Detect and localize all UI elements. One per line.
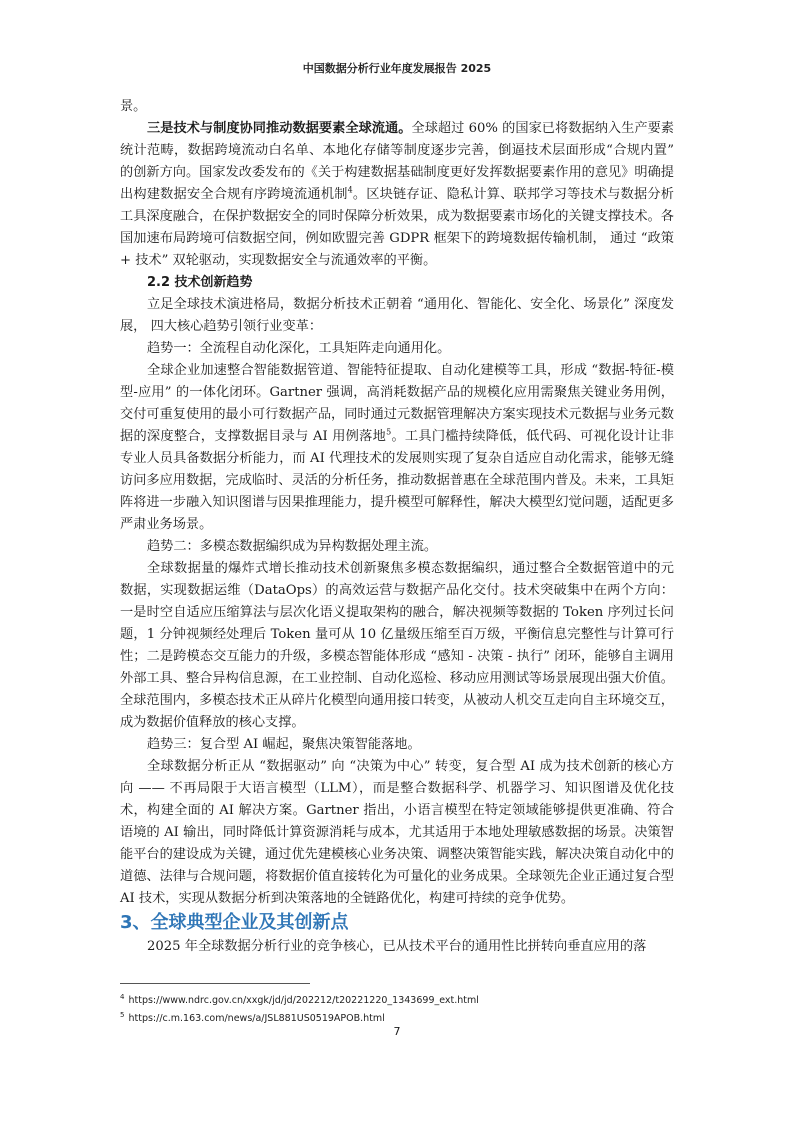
paragraph-trend-one bbox=[120, 360, 674, 536]
trend-two-heading: 趋势二：多模态数据编织成为异构数据处理主流。 bbox=[147, 539, 438, 554]
paragraph-continuation: 景。 bbox=[120, 99, 147, 114]
trend-one-heading: 趋势一：全流程自动化深化，工具矩阵走向通用化。 bbox=[147, 341, 451, 356]
paragraph-text: 全球超过 60% 的国家已将数据纳入生产要素统计范畴，数据跨境流动白名单、本地化存储等制度逐步完善，倒逼技术层面形成“合规内置” 的创新方向。国家发改委发布的《关于构建数据基础制度更好发挥数据要素作用的意见》明确提出构建数据安全合规有序跨境流通机制 bbox=[120, 121, 674, 202]
paragraph-lead-bold: 三是技术与制度协同推动数据要素全球流通。 bbox=[147, 121, 412, 136]
paragraph-trend-three: 全球数据分析正从 “数据驱动” 向 “决策为中心” 转变，复合型 AI 成为技术创新的核心方向 —— 不再局限于大语言模型（LLM），而是整合数据科学、机器学习、知识图谱及优化技术，构建全面的 AI 解决方案。Gartner 指出，小语言模型在特定领域能够提供更准确、符合语境的 AI 输出，同时降低计算资源消耗与成本，尤其适用于本地处理敏感数据的场景。决策智能平台的建设成为关键，通过优先建模核心业务决策、调整决策智能实践，解决决策自动化中的道德、法律与合规问题，将数据价值直接转化为可量化的业务成果。全球领先企业正通过复合型 AI 技术，实现从数据分析到决策落地的全链路优化，构建可持续的竞争优势。 bbox=[120, 759, 674, 906]
footnote-5 bbox=[120, 1008, 674, 1026]
footnote-divider bbox=[120, 983, 310, 984]
paragraph-trend-two: 全球数据量的爆炸式增长推动技术创新聚焦多模态数据编织，通过整合全数据管道中的元数据，实现数据运维（DataOps）的高效运营与数据产品化交付。技术突破集中在两个方向：一是时空自适应压缩算法与层次化语义提取架构的融合，解决视频等数据的 Token 序列过长问题，1 分钟视频经处理后 Token 量可从 10 亿量级压缩至百万级，平衡信息完整性与计算可行性；二是跨模态交互能力的升级，多模态智能体形成 “感知 - 决策 - 执行” 闭环，能够自主调用外部工具、整合异构信息源，在工业控制、自动化巡检、移动应用测试等场景展现出强大价值。全球范围内，多模态技术正从碎片化模型向通用接口转变，从被动人机交互走向自主环境交互，成为数据价值释放的核心支撑。 bbox=[120, 561, 674, 730]
body-content bbox=[120, 96, 674, 958]
page-header: 中国数据分析行业年度发展报告 2025 bbox=[302, 62, 492, 75]
footnotes bbox=[120, 990, 674, 1026]
paragraph-intro-trends: 立足全球技术演进格局，数据分析技术正朝着 “通用化、智能化、安全化、场景化” 深度发展， 四大核心趋势引领行业变革： bbox=[120, 297, 674, 334]
subsection-heading-2-2: 2.2 技术创新趋势 bbox=[147, 275, 253, 290]
section-heading-3: 3、全球典型企业及其创新点 bbox=[120, 912, 349, 933]
trend-three-heading: 趋势三：复合型 AI 崛起，聚焦决策智能落地。 bbox=[147, 737, 421, 752]
footnote-ref-5[interactable]: 5 bbox=[386, 427, 392, 437]
paragraph-text: 全球企业加速整合智能数据管道、智能特征提取、自动化建模等工具，形成 “数据-特征-模型-应用” 的一体化闭环。Gartner 强调，高消耗数据产品的规模化应用需聚焦关键业务用例，交付可重复使用的最小可行数据产品，同时通过元数据管理解决方案实现技术元数据与业务元数据的深度整合，支撑数据目录与 AI 用例落地 bbox=[120, 363, 674, 444]
footnote-link[interactable]: https://www.ndrc.gov.cn/xxgk/jd/jd/202212/t20221220_1343699_ext.html bbox=[128, 995, 479, 1007]
paragraph-section-3-intro: 2025 年全球数据分析行业的竞争核心，已从技术平台的通用性比拼转向垂直应用的落 bbox=[147, 939, 647, 954]
footnote-number: 4 bbox=[120, 993, 125, 1001]
paragraph-text: 。区块链存证、隐私计算、联邦学习等技术与数据分析工具深度融合，在保护数据安全的同时保障分析效果，成为数据要素市场化的关键支撑技术。各国加速布局跨境可信数据空间，例如欧盟完善 GDPR 框架下的跨境数据传输机制， 通过 “政策 + 技术” 双轮驱动，实现数据安全与流通效率的平衡。 bbox=[120, 187, 674, 268]
footnote-ref-4[interactable]: 4 bbox=[347, 185, 353, 195]
footnote-number: 5 bbox=[120, 1011, 125, 1020]
footnote-link[interactable]: https://c.m.163.com/news/a/JSL881US0519APOB.html bbox=[128, 1013, 385, 1025]
paragraph-text: 。工具门槛持续降低，低代码、可视化设计让非专业人员具备数据分析能力，而 AI 代理技术的发展则实现了复杂自适应自动化需求，能够无缝访问多应用数据，完成临时、灵活的分析任务，推动数据普惠在全球范围内普及。未来，工具矩阵将进一步融入知识图谱与因果推理能力，提升模型可解释性，解决大模型幻觉问题，适配更多严肃业务场景。 bbox=[120, 429, 674, 532]
paragraph-data-circulation bbox=[120, 118, 674, 272]
footnote-4 bbox=[120, 990, 674, 1008]
page-number: 7 bbox=[393, 1025, 401, 1038]
